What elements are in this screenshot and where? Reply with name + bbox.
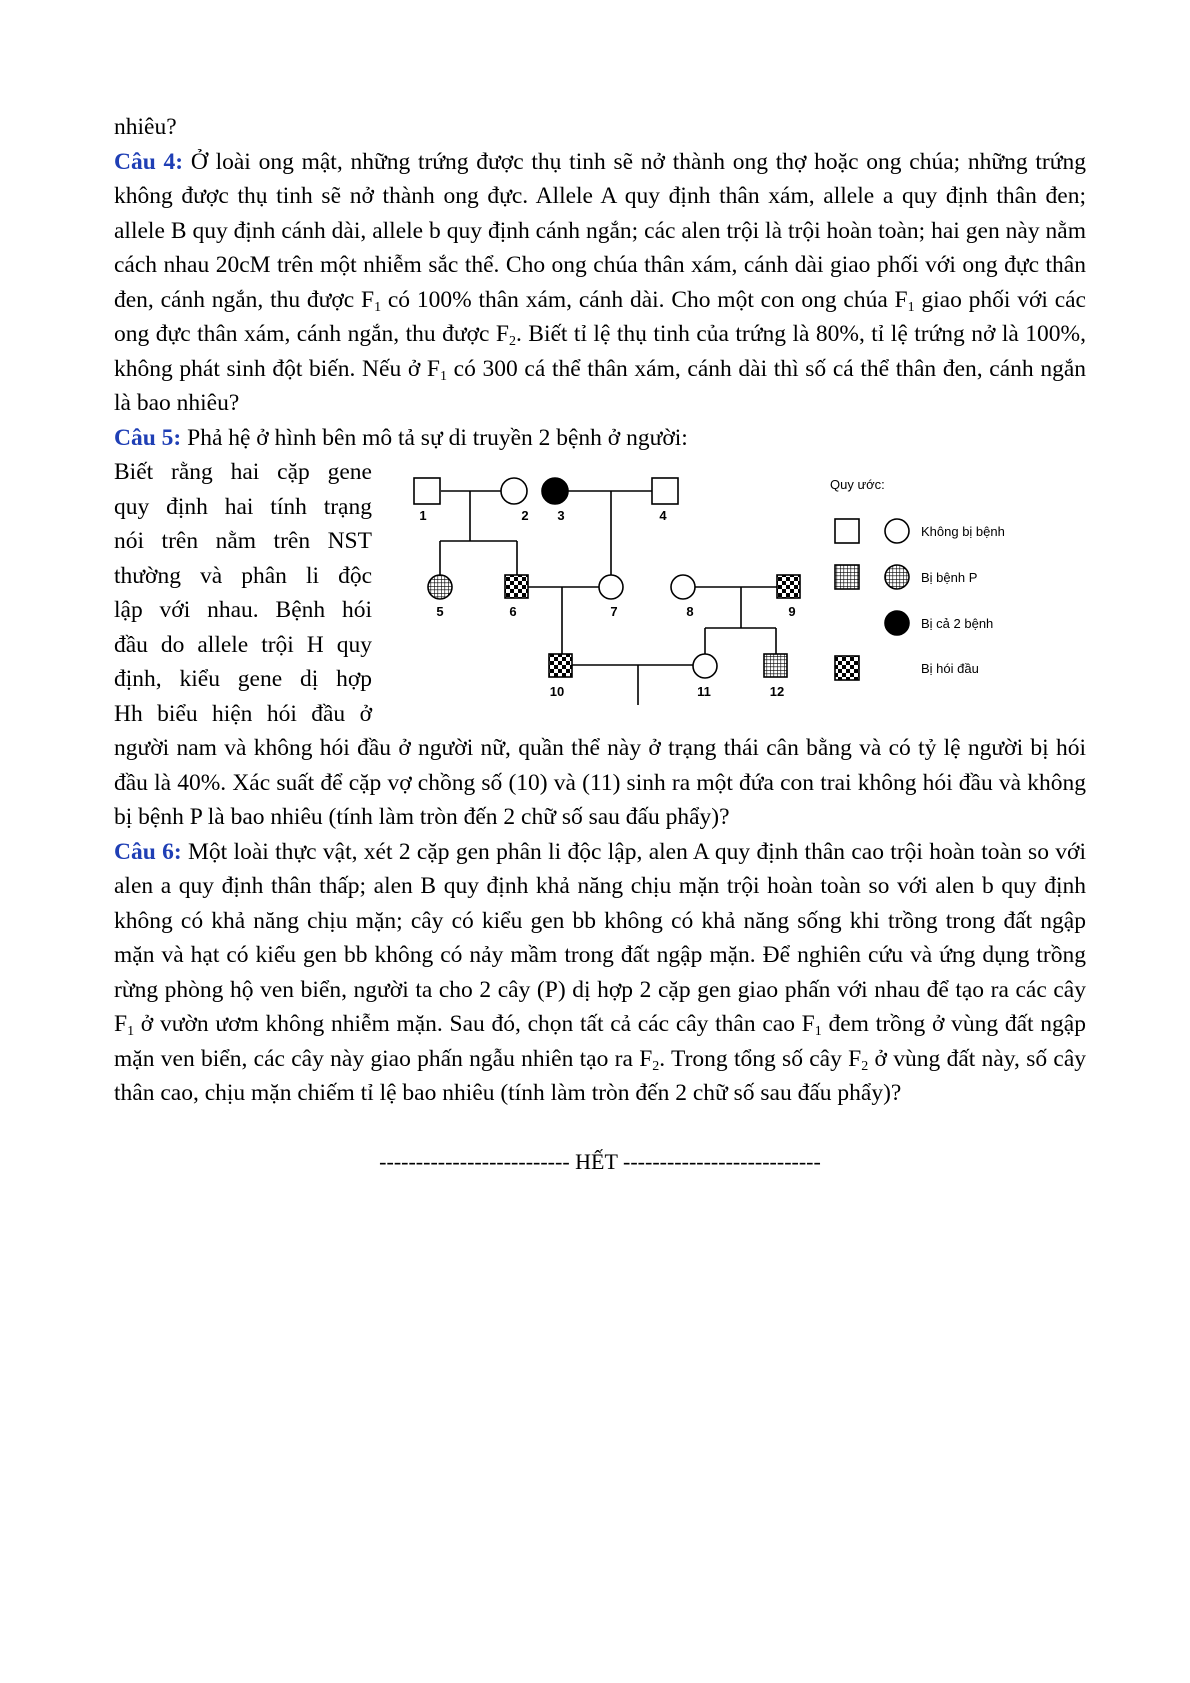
q5-line: đầu do allele trội H quy <box>114 631 372 658</box>
q5-line: lập với nhau. Bệnh hói <box>114 597 372 623</box>
q3-tail: nhiêu? <box>114 114 177 140</box>
pedigree-number: 12 <box>769 684 785 699</box>
q5-line: định, kiểu gene dị hợp <box>114 666 372 692</box>
pedigree-number: 8 <box>686 604 694 619</box>
pedigree-number: 4 <box>659 508 667 523</box>
q4-text-1: Ở loài ong mật, những trứng được thụ tinh sẽ nở thành ong thợ hoặc ong chúa; những trứng không được thụ tinh sẽ nở thành ong đực. Allele A quy định thân xám, allele a quy định thân đen; allele B quy định cánh dài, allele b quy định cánh ngắn; các alen trội là trội hoàn toàn; hai gen này nằm cách nhau 20cM trên một nhiễm sắc thể. Cho ong chúa thân xám, cánh dài giao phối với ong đực thân đen, cánh ngắn, thu được F <box>114 148 1086 313</box>
pedigree-number: 11 <box>697 684 711 699</box>
pedigree-number: 10 <box>549 684 565 699</box>
legend-p-female-icon <box>885 565 909 589</box>
individual-9-bald-male <box>777 575 800 598</box>
legend-both-female-icon <box>885 611 909 635</box>
legend-bald-male-icon <box>835 656 859 680</box>
legend-normal-female-icon <box>885 519 909 543</box>
pedigree-number: 6 <box>509 604 517 619</box>
question-6 <box>114 835 1086 1111</box>
q4-sub-4: 1 <box>440 368 448 384</box>
q4-text-2: có 100% thân xám, cánh dài. Cho một con ong chúa F <box>381 286 908 313</box>
q5-left-text <box>114 455 372 731</box>
individual-2-normal-female <box>501 478 527 504</box>
q6-label: Câu 6: <box>114 838 182 865</box>
legend-p-label: Bị bệnh P <box>921 570 978 585</box>
individual-7-normal-female <box>599 575 623 599</box>
q4-text-5: có 300 cá thể thân xám, cánh dài thì số cá thể thân đen, cánh ngắn là bao nhiêu? <box>114 355 1086 416</box>
q4-text-3: giao phối với các ong đực thân xám, cánh ngắn, thu được F <box>114 286 1086 347</box>
individual-12-disease-p-male <box>764 654 787 677</box>
individual-4-normal-male <box>652 478 678 504</box>
q5-line: Biết rằng hai cặp gene <box>114 459 372 485</box>
legend-bald-label: Bị hói đầu <box>921 661 979 676</box>
q5-rest: người nam và không hói đầu ở người nữ, quần thể này ở trạng thái cân bằng và có tỷ lệ người bị hói đầu là 40%. Xác suất để cặp vợ chồng số (10) và (11) sinh ra một đứa con trai không hói đầu và không bị bệnh P là bao nhiêu (tính làm tròn đến 2 chữ số sau đấu phẩy)? <box>114 735 1086 830</box>
pedigree-number: 2 <box>521 508 529 523</box>
q6-text-4: . Trong tổng số cây F <box>659 1045 862 1072</box>
q4-label: Câu 4: <box>114 148 184 175</box>
pedigree-number: 5 <box>436 604 444 619</box>
pedigree-legend <box>830 477 1005 680</box>
individual-10-bald-male <box>549 654 572 677</box>
legend-normal-label: Không bị bệnh <box>921 524 1005 539</box>
q6-text-3: đem trồng ở vùng đất ngập mặn ven biển, các cây này giao phấn ngẫu nhiên tạo ra F <box>114 1011 1086 1072</box>
q6-text-2: ở vườn ươm không nhiễm mặn. Sau đó, chọn tất cả các cây thân cao F <box>134 1011 815 1037</box>
q5-line: nói trên nằm trên NST <box>114 528 372 554</box>
individual-1-normal-male <box>414 478 440 504</box>
q5-line: quy định hai tính trạng <box>114 493 372 520</box>
q5-line: Hh biểu hiện hói đầu ở <box>114 700 372 727</box>
pedigree-number: 9 <box>788 604 796 619</box>
q4-sub-1: 1 <box>374 299 382 315</box>
individual-6-bald-male <box>505 575 528 598</box>
question-4 <box>114 145 1086 421</box>
legend-normal-male-icon <box>835 519 859 543</box>
q5-label: Câu 5: <box>114 424 182 451</box>
legend-p-male-icon <box>835 565 859 589</box>
q6-sub-4: 2 <box>861 1058 869 1074</box>
end-marker: -------------------------- HẾT --------------------------- <box>379 1148 821 1174</box>
q4-sub-2: 1 <box>907 299 915 315</box>
q4-sub-3: 2 <box>508 334 516 349</box>
individual-8-normal-female <box>671 575 695 599</box>
legend-both-label: Bị cả 2 bệnh <box>921 616 994 631</box>
pedigree-number: 3 <box>557 508 565 523</box>
q6-text-5: ở vùng đất này, số cây thân cao, chịu mặn chiếm tỉ lệ bao nhiêu (tính làm tròn đến 2 chữ số sau đấu phẩy)? <box>114 1045 1087 1106</box>
question-5-intro <box>114 421 1086 456</box>
q4-text-4: . Biết tỉ lệ thụ tinh của trứng là 80%, tỉ lệ trứng nở là 100%, không phát sinh đột biến. Nếu ở F <box>114 321 1086 382</box>
individual-5-disease-p-female <box>428 575 452 599</box>
q5-figure-block <box>114 455 1086 731</box>
q6-text-1: Một loài thực vật, xét 2 cặp gen phân li độc lập, alen A quy định thân cao trội hoàn toàn so với alen a quy định thân thấp; alen B quy định khả năng chịu mặn trội hoàn toàn so với alen b quy định không có khả năng chịu mặn; cây có kiểu gen bb không có khả năng sống khi trồng trong đất ngập mặn và hạt có kiểu gen bb không có nảy mầm trong đất ngập mặn. Để nghiên cứu và ứng dụng trồng rừng phòng hộ ven biển, người ta cho 2 cây (P) dị hợp 2 cặp gen giao phấn với nhau để tạo ra các cây F <box>114 838 1086 1037</box>
individual-11-normal-female <box>693 654 717 678</box>
q6-sub-1: 1 <box>127 1024 135 1039</box>
pedigree-number: 7 <box>610 604 618 619</box>
pedigree-number: 1 <box>419 508 427 523</box>
q6-sub-2: 1 <box>814 1024 822 1039</box>
legend-title: Quy ước: <box>830 477 885 492</box>
q6-sub-3: 2 <box>652 1058 660 1074</box>
pedigree-diagram <box>406 453 1066 733</box>
document-page <box>114 110 1086 1179</box>
q5-line: thường và phân li độc <box>114 562 372 589</box>
q5-intro: Phả hệ ở hình bên mô tả sự di truyền 2 bệnh ở người: <box>181 424 688 451</box>
individual-3-both-diseases-female <box>542 478 568 504</box>
